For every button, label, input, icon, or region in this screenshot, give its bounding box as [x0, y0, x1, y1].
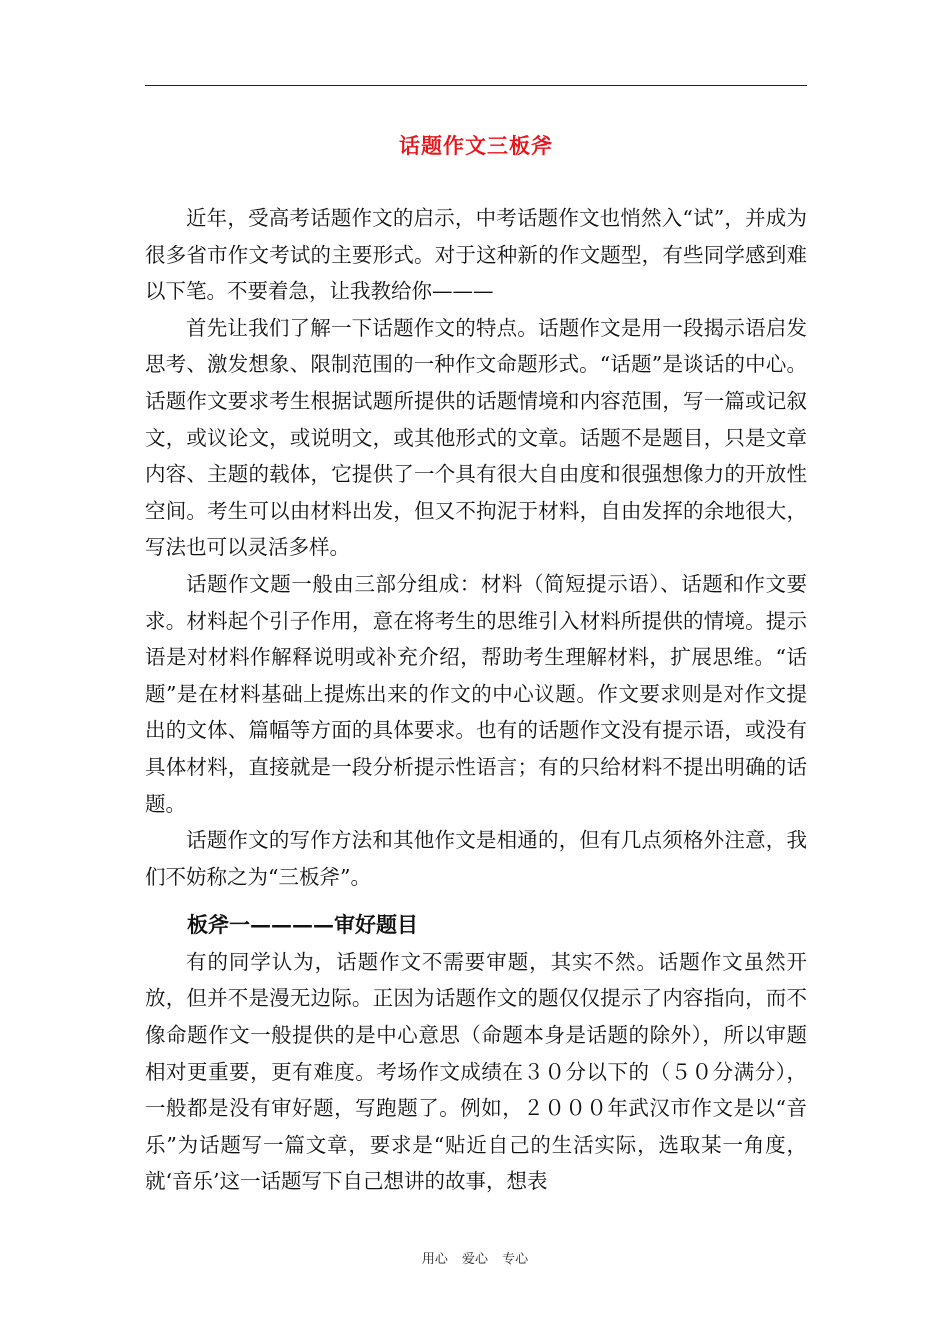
paragraph-section-one: 有的同学认为，话题作文不需要审题，其实不然。话题作文虽然开放，但并不是漫无边际。正因为话题作文的题仅仅提示了内容指向，而不像命题作文一般提供的是中心意思（命题本身是话题的除外），所以审题相对更重要，更有难度。考场作文成绩在３０分以下的（５０分满分），一般都是没有审好题，写跑题了。例如，２０００年武汉市作文是以“音乐”为话题写一篇文章，要求是“贴近自己的生活实际，选取某一角度，就‘音乐’这一话题写下自己想讲的故事，想表 — [145, 949, 807, 1194]
paragraph-composition: 话题作文题一般由三部分组成：材料（简短提示语）、话题和作文要求。材料起个引子作用，意在将考生的思维引入材料所提供的情境。提示语是对材料作解释说明或补充介绍，帮助考生理解材料，扩展思维。“话题”是在材料基础上提炼出来的作文的中心议题。作文要求则是对作文提出的文体、篇幅等方面的具体要求。也有的话题作文没有提示语，或没有具体材料，直接就是一段分析提示性语言；有的只给材料不提出明确的话题。 — [145, 571, 807, 816]
document-body — [145, 200, 807, 1200]
paragraph-features: 首先让我们了解一下话题作文的特点。话题作文是用一段揭示语启发思考、激发想象、限制范围的一种作文命题形式。“话题”是谈话的中心。话题作文要求考生根据试题所提供的话题情境和内容范围，写一篇或记叙文，或议论文，或说明文，或其他形式的文章。话题不是题目，只是文章内容、主题的载体，它提供了一个具有很大自由度和很强想像力的开放性空间。考生可以由材料出发，但又不拘泥于材料，自由发挥的余地很大，写法也可以灵活多样。 — [145, 315, 807, 560]
document-title: 话题作文三板斧 — [399, 133, 553, 158]
paragraph-intro: 近年，受高考话题作文的启示，中考话题作文也悄然入“试”，并成为很多省市作文考试的主要形式。对于这种新的作文题型，有些同学感到难以下笔。不要着急，让我教给你——— — [145, 206, 807, 304]
header-rule — [145, 85, 807, 86]
paragraph-methods: 话题作文的写作方法和其他作文是相通的，但有几点须格外注意，我们不妨称之为“三板斧”。 — [145, 828, 807, 889]
section-heading: 板斧一————审好题目 — [187, 912, 418, 938]
page-footer: 用心 爱心 专心 — [421, 1252, 529, 1267]
